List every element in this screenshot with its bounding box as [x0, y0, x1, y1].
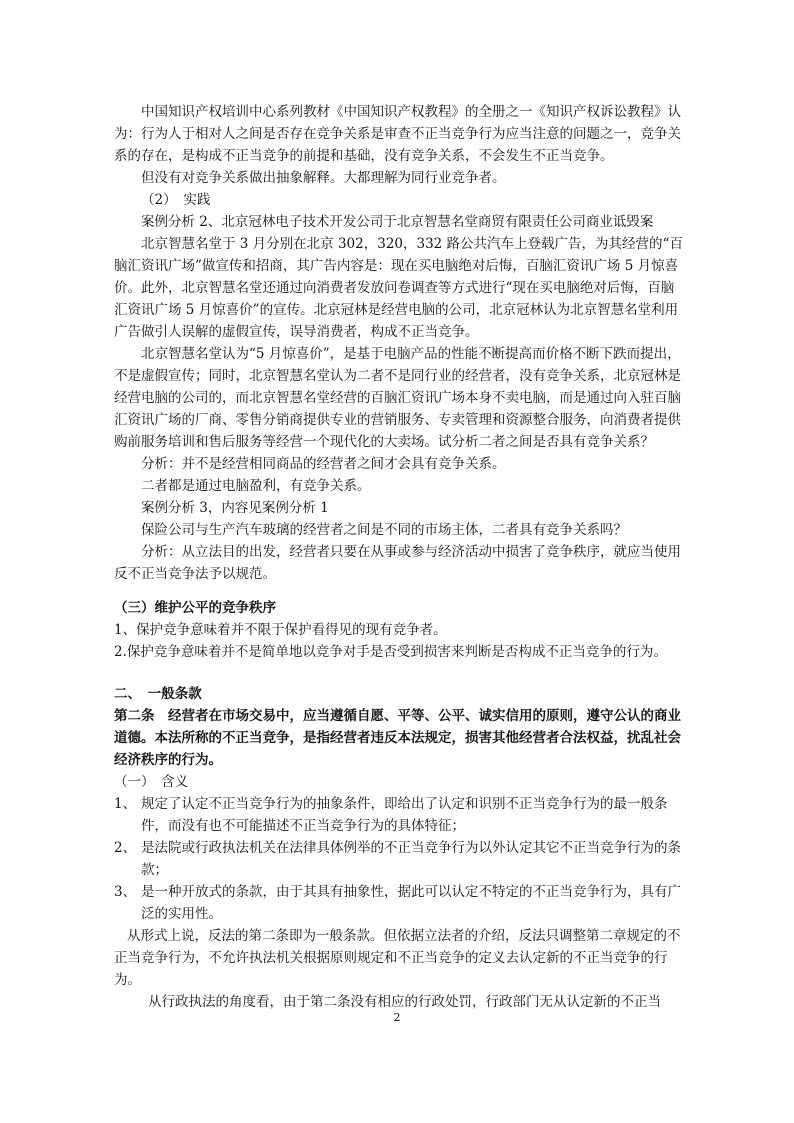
list-text: 是法院或行政执法机关在法律具体例举的不正当竞争行为以外认定其它不正当竞争行为的条款；	[141, 840, 681, 878]
paragraph: 保险公司与生产汽车玻璃的经营者之间是不同的市场主体，二者具有竞争关系吗？	[141, 522, 627, 538]
article-text: 第二条 经营者在市场交易中，应当遵循自愿、平等、公平、诚实信用的原则，遵守公认的商业道德。本法所称的不正当竞争，是指经营者违反本法规定，损害其他经营者合法权益，扰乱社会经济秩序的行为。	[114, 708, 681, 768]
page-number: 2	[393, 1011, 401, 1024]
page-content	[114, 101, 684, 1013]
list-item	[114, 793, 684, 837]
list-number: 2、	[114, 840, 137, 856]
list-text: 规定了认定不正当竞争行为的抽象条件，即给出了认定和识别不正当竞争行为的最一般条件，而没有也不可能描述不正当竞争行为的具体特征；	[141, 796, 668, 834]
paragraph: 北京智慧名堂认为“5 月惊喜价”，是基于电脑产品的性能不断提高而价格不断下跌而提出，不是虚假宣传；同时，北京智慧名堂认为二者不是同行业的经营者，没有竞争关系，北京冠林是经营电脑的公司的，而北京智慧名堂经营的百脑汇资讯广场本身不卖电脑，而是通过向入驻百脑汇资讯广场的厂商、零售分销商提供专业的营销服务、专卖管理和资源整合服务，向消费者提供购前服务培训和售后服务等经营一个现代化的大卖场。试分析二者之间是否具有竞争关系？	[114, 346, 681, 450]
list-item	[114, 881, 684, 925]
analysis: 分析：从立法目的出发，经营者只要在从事或参与经济活动中损害了竞争秩序，就应当使用反不正当竞争法予以规范。	[114, 544, 681, 582]
list-text: 是一种开放式的条款，由于其具有抽象性，据此可以认定不特定的不正当竞争行为，具有广泛的实用性。	[141, 884, 681, 922]
case-title: 案例分析 3，内容见案例分析 1	[141, 500, 329, 516]
paragraph: 北京智慧名堂于 3 月分别在北京 302，320，332 路公共汽车上登载广告，为其经营的“百脑汇资讯广场”做宣传和招商，其广告内容是：现在买电脑绝对后悔，百脑汇资讯广场 5 月惊喜价。此外，北京智慧名堂还通过向消费者发放问卷调查等方式进行“现在买电脑绝对后悔，百脑汇资讯广场 5 月惊喜价”的宣传。北京冠林是经营电脑的公司，北京冠林认为北京智慧名堂利用广告做引人误解的虚假宣传，误导消费者，构成不正当竞争。	[114, 236, 683, 340]
list-number: 3、	[114, 884, 137, 900]
analysis: 分析：并不是经营相同商品的经营者之间才会具有竞争关系。	[141, 456, 506, 472]
paragraph: 二者都是通过电脑盈利，有竞争关系。	[141, 478, 371, 494]
paragraph: 1、保护竞争意味着并不限于保护看得见的现有竞争者。	[114, 622, 447, 638]
section-heading: 二、 一般条款	[114, 686, 202, 702]
paragraph: 2.保护竞争意味着并不是简单地以竞争对手是否受到损害来判断是否构成不正当竞争的行为。	[114, 644, 667, 660]
case-title: 案例分析 2、北京冠林电子技术开发公司于北京智慧名堂商贸有限责任公司商业诋毁案	[141, 214, 654, 230]
paragraph: 但没有对竞争关系做出抽象解释。大都理解为同行业竞争者。	[141, 170, 506, 186]
sub-heading: （一） 含义	[114, 774, 189, 790]
paragraph: 从形式上说，反法的第二条即为一般条款。但依据立法者的介绍，反法只调整第二章规定的不正当竞争行为，不允许执法机关根据原则规定和不正当竞争的定义去认定新的不正当竞争的行为。	[114, 928, 681, 988]
list-number: 1、	[114, 796, 137, 812]
list-item	[114, 837, 684, 881]
section-heading: （三）维护公平的竞争秩序	[114, 600, 276, 616]
paragraph: 中国知识产权培训中心系列教材《中国知识产权教程》的全册之一《知识产权诉讼教程》认为：行为人于相对人之间是否存在竞争关系是审查不正当竞争行为应当注意的问题之一，竞争关系的存在，是构成不正当竞争的前提和基础，没有竞争关系，不会发生不正当竞争。	[114, 104, 681, 164]
paragraph: 从行政执法的角度看，由于第二条没有相应的行政处罚，行政部门无从认定新的不正当	[148, 994, 661, 1010]
section-heading-practice: （2） 实践	[141, 192, 211, 208]
